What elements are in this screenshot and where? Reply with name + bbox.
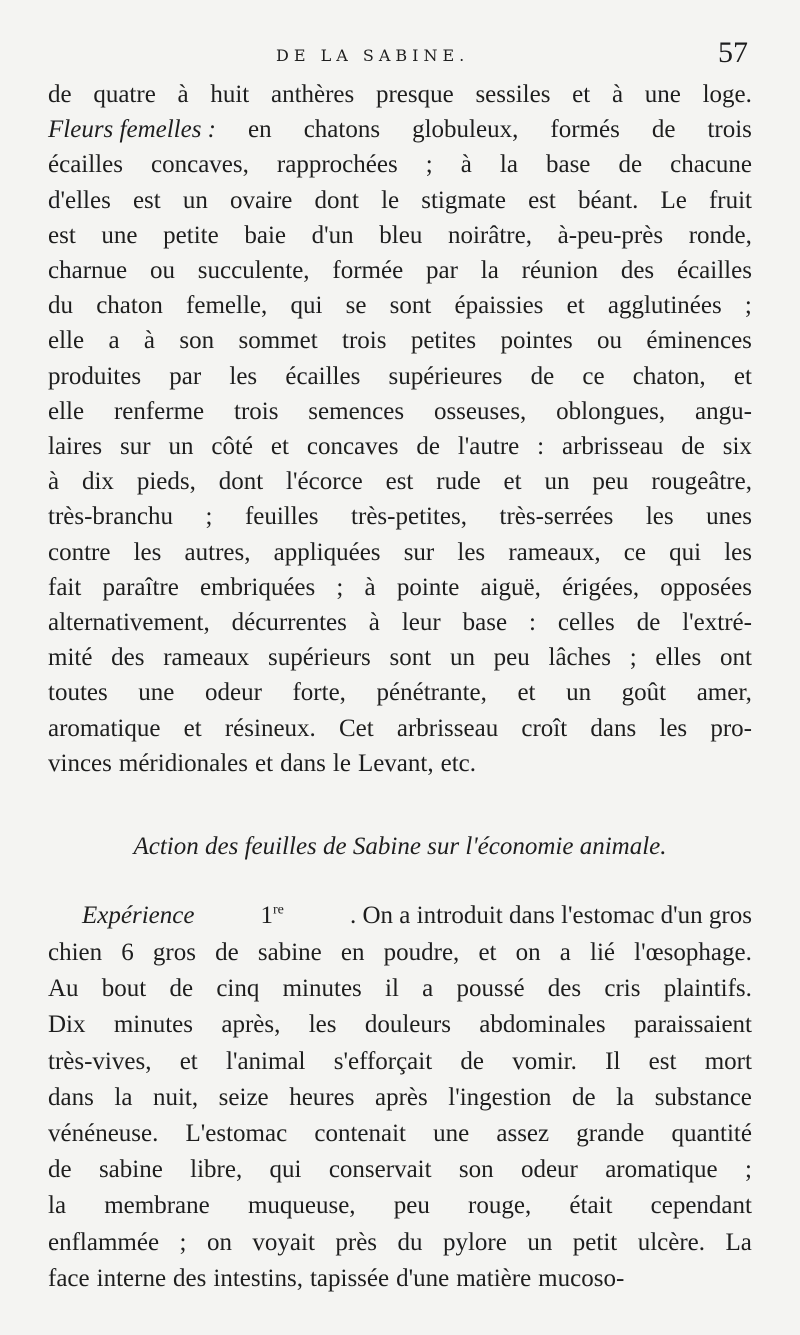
text-line: écailles concaves, rapprochées ; à la base de chacune <box>48 151 752 179</box>
text-line: à dix pieds, dont l'écorce est rude et un peu rougeâtre, <box>48 468 752 496</box>
text-line: de sabine libre, qui conservait son odeur aromatique ; <box>48 1156 752 1184</box>
text-line: d'elles est un ovaire dont le stigmate est béant. Le fruit <box>48 186 752 214</box>
text-line: très-branchu ; feuilles très-petites, très-serrées les unes <box>48 503 752 531</box>
page-number: 57 <box>718 36 748 69</box>
text-line: elle renferme trois semences osseuses, oblongues, angu- <box>48 397 752 425</box>
running-head: DE LA SABINE. <box>276 46 470 65</box>
text-line: enflammée ; on voyait près du pylore un petit ulcère. La <box>48 1228 752 1256</box>
text-line: dans la nuit, seize heures après l'ingestion de la substance <box>48 1083 752 1111</box>
experience-first-line-text: . On a introduit dans l'estomac d'un gros <box>349 902 752 929</box>
text-line: charnue ou succulente, formée par la réunion des écailles <box>48 257 752 284</box>
text-line: mité des rameaux supérieurs sont un peu lâches ; elles ont <box>48 644 752 672</box>
text-line: très-vives, et l'animal s'efforçait de vomir. Il est mort <box>48 1047 752 1075</box>
fleurs-label: Fleurs femelles : <box>48 116 217 144</box>
text-line: Au bout de cinq minutes il a poussé des cris plaintifs. <box>48 975 752 1003</box>
section-heading: Action des feuilles de Sabine sur l'économie animale. <box>133 833 667 860</box>
experience-ordinal: 1re <box>260 902 284 929</box>
text-line: du chaton femelle, qui se sont épaissies et agglutinées ; <box>48 292 752 320</box>
experience-label: Expérience <box>82 902 195 929</box>
experience-first-line <box>82 898 752 934</box>
text-line: vinces méridionales et dans le Levant, etc. <box>48 749 476 777</box>
text-line: Fleurs femelles : en chatons globuleux, formés de trois <box>48 112 752 148</box>
text-line: face interne des intestins, tapissée d'une matière mucoso- <box>48 1264 625 1292</box>
text-line: toutes une odeur forte, pénétrante, et un goût amer, <box>48 679 752 707</box>
text-line: fait paraître embriquées ; à pointe aiguë, érigées, opposées <box>48 573 752 601</box>
text-line: chien 6 gros de sabine en poudre, et on a lié l'œsophage. <box>48 939 752 966</box>
text-line: Dix minutes après, les douleurs abdominales paraissaient <box>48 1011 752 1039</box>
text-line: de quatre à huit anthères presque sessiles et à une loge. <box>48 81 752 108</box>
text-line: contre les autres, appliquées sur les rameaux, ce qui les <box>48 538 752 566</box>
text-line: aromatique et résineux. Cet arbrisseau croît dans les pro- <box>48 714 752 742</box>
text-line: vénéneuse. L'estomac contenait une assez grande quantité <box>48 1120 752 1147</box>
text-line: produites par les écailles supérieures de ce chaton, et <box>48 362 752 390</box>
text-line: laires sur un côté et concaves de l'autre : arbrisseau de six <box>48 433 752 460</box>
text-line: elle a à son sommet trois petites pointes ou éminences <box>48 327 752 355</box>
text-line: la membrane muqueuse, peu rouge, était cependant <box>48 1192 752 1220</box>
text-line: est une petite baie d'un bleu noirâtre, à-peu-près ronde, <box>48 221 752 249</box>
page-header <box>0 36 800 76</box>
text-line: alternativement, décurrentes à leur base : celles de l'extré- <box>48 609 752 636</box>
